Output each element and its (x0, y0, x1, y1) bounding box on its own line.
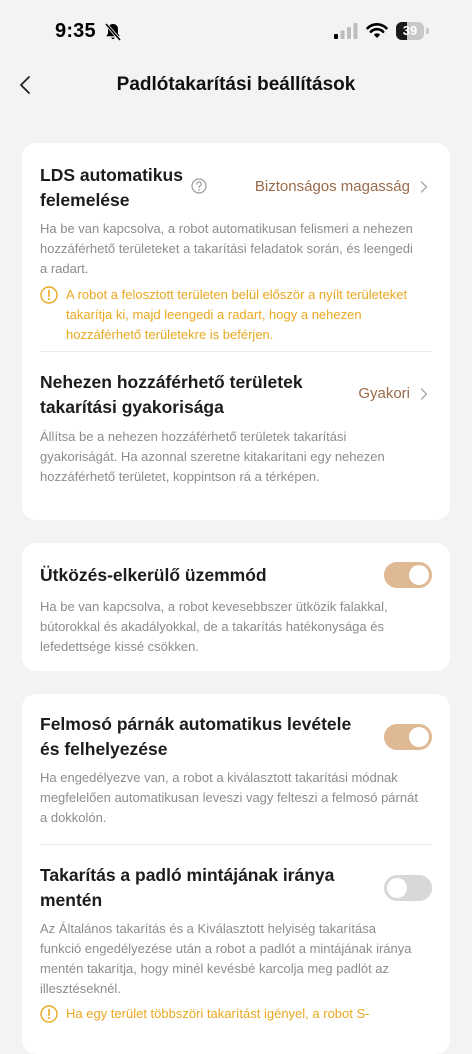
divider (40, 351, 432, 352)
mop-toggle[interactable] (384, 724, 432, 750)
lds-title-line1: LDS automatikus (40, 165, 183, 185)
pattern-title (40, 863, 334, 913)
collision-description: Ha be van kapcsolva, a robot kevesebbszer ütközik falakkal, bútorokkal és akadályokkal, de a takarítás hatékonysága és lefedettsége kissé csökken. (40, 599, 388, 654)
collision-title: Ütközés-elkerülő üzemmód (40, 565, 267, 585)
divider (40, 844, 432, 845)
cellular-signal-icon (334, 23, 358, 39)
frequency-title (40, 370, 303, 420)
frequency-description: Állítsa be a nehezen hozzáférhető területek takarítási gyakoriságát. Ha azonnal szeretne kitakarítani egy nehezen hozzáférhető területet, koppintson rá a térképen. (40, 429, 385, 484)
pattern-warning-text: Ha egy terület többszöri takarítást igényel, a robot S- (66, 1006, 370, 1021)
chevron-right-icon (420, 388, 428, 400)
mop-description: Ha engedélyezve van, a robot a kiválasztott takarítási módnak megfelelően automatikusan leveszi vagy felteszi a felmosó párnát a dokkolón. (40, 770, 418, 825)
lds-title (40, 163, 183, 213)
pattern-toggle[interactable] (384, 875, 432, 901)
pattern-warning (40, 1004, 432, 1024)
mop-title-line1: Felmosó párnák automatikus levétele (40, 714, 352, 734)
pattern-description: Az Általános takarítás és a Kiválasztott helyiség takarítása funkció engedélyezése után a robot a padlót a mintájának iránya mentén takarítja, hogy minél kevésbé karcolja meg padlót az illesztéseknél. (40, 921, 412, 996)
mop-settings-card (22, 694, 450, 1054)
frequency-title-line2: takarítási gyakorisága (40, 397, 224, 417)
help-icon[interactable] (191, 178, 207, 194)
collision-toggle[interactable] (384, 562, 432, 588)
lds-warning-text: A robot a felosztott területen belül először a nyílt területeket takarítja ki, majd leengedi a radart, hogy a nehezen hozzáférhető területekre is beférjen. (66, 287, 408, 342)
toggle-knob (387, 878, 407, 898)
lds-description: Ha be van kapcsolva, a robot automatikusan felismeri a nehezen hozzáférhető területeket a takarítási feladatok során, és leengedi a radart. (40, 221, 413, 276)
battery-body (396, 22, 424, 40)
collision-settings-card (22, 543, 450, 671)
status-time: 9:35 (55, 20, 96, 42)
warning-icon (40, 1005, 58, 1023)
mop-title (40, 712, 351, 762)
frequency-title-line1: Nehezen hozzáférhető területek (40, 372, 303, 392)
toggle-knob (409, 565, 429, 585)
battery-indicator (396, 22, 430, 40)
lds-value: Biztonságos magasság (254, 178, 410, 195)
back-button[interactable] (8, 68, 42, 102)
page-title: Padlótakarítási beállítások (116, 74, 356, 95)
battery-level-text: 39 (402, 23, 418, 38)
bell-slash-icon (104, 22, 122, 42)
chevron-right-icon (420, 181, 428, 193)
wifi-icon (366, 22, 388, 39)
chevron-left-icon (19, 75, 31, 95)
page-header (0, 62, 472, 114)
frequency-value: Gyakori (358, 385, 410, 402)
frequency-value-link[interactable] (358, 385, 428, 402)
lds-settings-card (22, 143, 450, 520)
lds-warning (40, 285, 432, 345)
status-bar (0, 0, 472, 62)
lds-value-link[interactable] (255, 178, 428, 195)
warning-icon (40, 286, 58, 304)
pattern-title-line2: mentén (40, 890, 103, 910)
battery-cap (426, 28, 429, 34)
mop-title-line2: és felhelyezése (40, 739, 168, 759)
lds-title-line2: felemelése (40, 190, 130, 210)
pattern-title-line1: Takarítás a padló mintájának iránya (40, 865, 335, 885)
toggle-knob (409, 727, 429, 747)
